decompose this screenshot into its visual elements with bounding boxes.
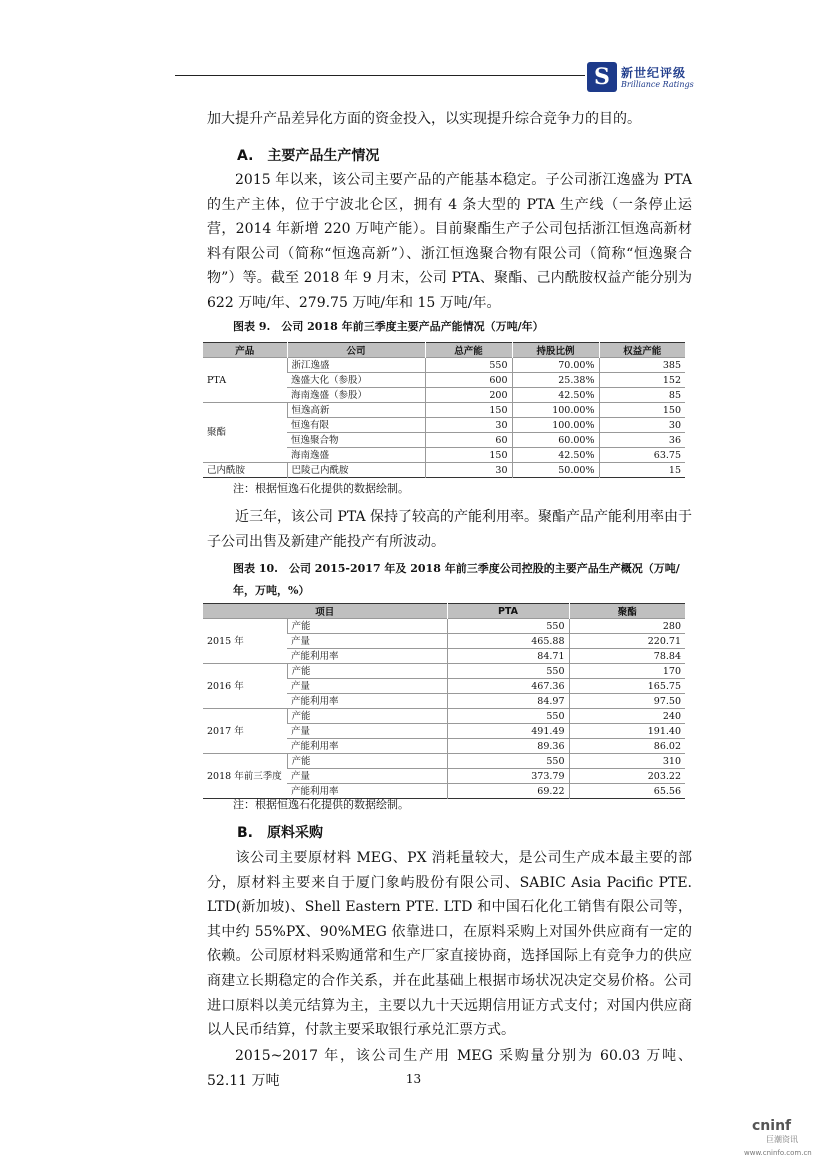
table9-company-cell: 巴陵己内酰胺 (287, 463, 425, 478)
table9-header-cell: 总产能 (425, 343, 512, 358)
table-row (203, 403, 685, 418)
brand-logo (587, 62, 707, 94)
table10-note: 注：根据恒逸石化提供的数据绘制。 (233, 798, 409, 811)
table10 (203, 603, 685, 799)
paragraph-b1-text: 该公司主要原材料 MEG、PX 消耗量较大，是公司生产成本最主要的部分，原材料主要来自于厦门象屿股份有限公司、SABIC Asia Pacific PTE. LTD(新加坡)、Shell Eastern PTE. LTD 和中国石化化工销售有限公司等，其中约 55%PX、90%MEG 依靠进口，在原料采购上对国外供应商有一定的依赖。公司原材料采购通常和生产厂家直接协商，选择国际上有竞争力的供应商建立长期稳定的合作关系，并在此基础上根据市场状况决定交易价格。公司进口原料以美元结算为主，主要以九十天远期信用证方式支付；对国内供应商以人民币结算，付款主要采取银行承兑汇票方式。 (207, 850, 692, 1039)
table10-item-cell: 产量 (287, 769, 447, 784)
table9-header-row (203, 343, 685, 358)
table9-ratio-cell: 100.00% (512, 403, 599, 418)
table9-equity-cell: 36 (599, 433, 685, 448)
paragraph-a1-text: 2015 年以来，该公司主要产品的产能基本稳定。子公司浙江逸盛为 PTA 的生产主体，位于宁波北仑区，拥有 4 条大型的 PTA 生产线（一条停止运营，2014 年新增 220 万吨产能）。目前聚酯生产子公司包括浙江恒逸高新材料有限公司（简称“恒逸高新”）、浙江恒逸聚合物有限公司（简称“恒逸聚合物”）等。截至 2018 年 9 月末，公司 PTA、聚酯、己内酰胺权益产能分别为 622 万吨/年、279.75 万吨/年和 15 万吨/年。 (207, 172, 692, 311)
table10-item-cell: 产能 (287, 709, 447, 724)
table10-pta-cell: 550 (447, 754, 569, 769)
table10-period-cell: 2016 年 (203, 664, 287, 709)
paragraph-a1 (207, 168, 692, 316)
table10-period-cell: 2015 年 (203, 619, 287, 664)
table10-caption: 图表 10. 公司 2015-2017 年及 2018 年前三季度公司控股的主要产品生产概况（万吨/年，万吨，%） (233, 562, 680, 597)
table10-polyester-cell: 97.50 (569, 694, 685, 709)
table10-pta-cell: 550 (447, 664, 569, 679)
table9-company-cell: 浙江逸盛 (287, 358, 425, 373)
table9-total-cell: 30 (425, 463, 512, 478)
table-row (203, 463, 685, 478)
paragraph-a2 (207, 505, 692, 554)
footer-watermark (744, 1118, 822, 1157)
table10-item-cell: 产能利用率 (287, 784, 447, 799)
logo-chinese-name: 新世纪评级 (621, 66, 687, 80)
paragraph-b1 (207, 846, 692, 1043)
table10-polyester-cell: 220.71 (569, 634, 685, 649)
table9-ratio-cell: 50.00% (512, 463, 599, 478)
table10-pta-cell: 465.88 (447, 634, 569, 649)
table9-header-cell: 产品 (203, 343, 287, 358)
table9-equity-cell: 150 (599, 403, 685, 418)
table10-item-cell: 产能利用率 (287, 694, 447, 709)
table9-caption: 图表 9. 公司 2018 年前三季度主要产品产能情况（万吨/年） (233, 320, 544, 333)
logo-mark-letter: S (594, 64, 610, 90)
table10-polyester-cell: 170 (569, 664, 685, 679)
table9-equity-cell: 385 (599, 358, 685, 373)
table9-product-cell: 己内酰胺 (203, 463, 287, 478)
table10-polyester-cell: 240 (569, 709, 685, 724)
table10-item-cell: 产量 (287, 634, 447, 649)
table9-ratio-cell: 60.00% (512, 433, 599, 448)
table9-note: 注：根据恒逸石化提供的数据绘制。 (233, 482, 409, 495)
section-heading-a: A. 主要产品生产情况 (237, 148, 380, 164)
table-row (203, 619, 685, 634)
table9-company-cell: 恒逸有限 (287, 418, 425, 433)
table10-pta-cell: 69.22 (447, 784, 569, 799)
table10-polyester-cell: 191.40 (569, 724, 685, 739)
table10-pta-cell: 467.36 (447, 679, 569, 694)
table10-period-cell: 2017 年 (203, 709, 287, 754)
section-heading-b: B. 原料采购 (237, 825, 323, 841)
table9-product-cell: PTA (203, 358, 287, 403)
table9-ratio-cell: 25.38% (512, 373, 599, 388)
table9-total-cell: 30 (425, 418, 512, 433)
table10-item-cell: 产量 (287, 724, 447, 739)
table10-item-cell: 产能 (287, 754, 447, 769)
table10-polyester-cell: 78.84 (569, 649, 685, 664)
table9-product-cell: 聚酯 (203, 403, 287, 463)
table10-polyester-cell: 165.75 (569, 679, 685, 694)
table10-item-cell: 产能利用率 (287, 739, 447, 754)
paragraph-intro: 加大提升产品差异化方面的资金投入，以实现提升综合竞争力的目的。 (207, 111, 641, 127)
table9-total-cell: 150 (425, 448, 512, 463)
paragraph-b2-text: 2015~2017 年，该公司生产用 MEG 采购量分别为 60.03 万吨、52.11 万吨 (207, 1048, 692, 1089)
table9-total-cell: 550 (425, 358, 512, 373)
header-rule (175, 75, 585, 76)
footer-brand-cn: 巨潮资讯 (766, 1135, 798, 1144)
page-number: 13 (405, 1072, 422, 1086)
table-row (203, 358, 685, 373)
table9-equity-cell: 30 (599, 418, 685, 433)
table10-pta-cell: 84.71 (447, 649, 569, 664)
footer-url: www.cninfo.com.cn (744, 1149, 812, 1157)
table10-pta-cell: 491.49 (447, 724, 569, 739)
table10-pta-cell: 89.36 (447, 739, 569, 754)
table9-header-cell: 权益产能 (599, 343, 685, 358)
table10-header-row (203, 604, 685, 619)
table9-ratio-cell: 70.00% (512, 358, 599, 373)
table9-total-cell: 150 (425, 403, 512, 418)
table9-company-cell: 海南逸盛 (287, 448, 425, 463)
table9-company-cell: 逸盛大化（参股） (287, 373, 425, 388)
table9-company-cell: 海南逸盛（参股） (287, 388, 425, 403)
table-row (203, 664, 685, 679)
table10-header-cell: 聚酯 (569, 604, 685, 619)
table9-total-cell: 600 (425, 373, 512, 388)
table9-ratio-cell: 42.50% (512, 388, 599, 403)
table10-pta-cell: 373.79 (447, 769, 569, 784)
table9-company-cell: 恒逸聚合物 (287, 433, 425, 448)
footer-brand: cninf (752, 1118, 792, 1134)
table9-total-cell: 200 (425, 388, 512, 403)
table9-ratio-cell: 100.00% (512, 418, 599, 433)
table10-item-cell: 产能 (287, 664, 447, 679)
table10-polyester-cell: 86.02 (569, 739, 685, 754)
table10-pta-cell: 84.97 (447, 694, 569, 709)
table9-equity-cell: 63.75 (599, 448, 685, 463)
table9-header-cell: 持股比例 (512, 343, 599, 358)
table10-polyester-cell: 203.22 (569, 769, 685, 784)
paragraph-a2-text: 近三年，该公司 PTA 保持了较高的产能利用率。聚酯产品产能利用率由于子公司出售及新建产能投产有所波动。 (207, 509, 693, 550)
table10-item-cell: 产能利用率 (287, 649, 447, 664)
table10-period-cell: 2018 年前三季度 (203, 754, 287, 799)
table9-ratio-cell: 42.50% (512, 448, 599, 463)
table10-pta-cell: 550 (447, 709, 569, 724)
table9-equity-cell: 85 (599, 388, 685, 403)
table9-company-cell: 恒逸高新 (287, 403, 425, 418)
table10-polyester-cell: 310 (569, 754, 685, 769)
table-row (203, 754, 685, 769)
table9-header-cell: 公司 (287, 343, 425, 358)
table9 (203, 342, 685, 478)
table10-item-cell: 产量 (287, 679, 447, 694)
logo-mark-icon (587, 62, 617, 92)
table9-equity-cell: 152 (599, 373, 685, 388)
table10-header-cell: PTA (447, 604, 569, 619)
table-row (203, 709, 685, 724)
table10-header-cell: 项目 (203, 604, 447, 619)
table10-item-cell: 产能 (287, 619, 447, 634)
table10-pta-cell: 550 (447, 619, 569, 634)
table10-polyester-cell: 280 (569, 619, 685, 634)
table9-total-cell: 60 (425, 433, 512, 448)
table10-polyester-cell: 65.56 (569, 784, 685, 799)
logo-english-name: Brilliance Ratings (621, 80, 694, 89)
table9-equity-cell: 15 (599, 463, 685, 478)
